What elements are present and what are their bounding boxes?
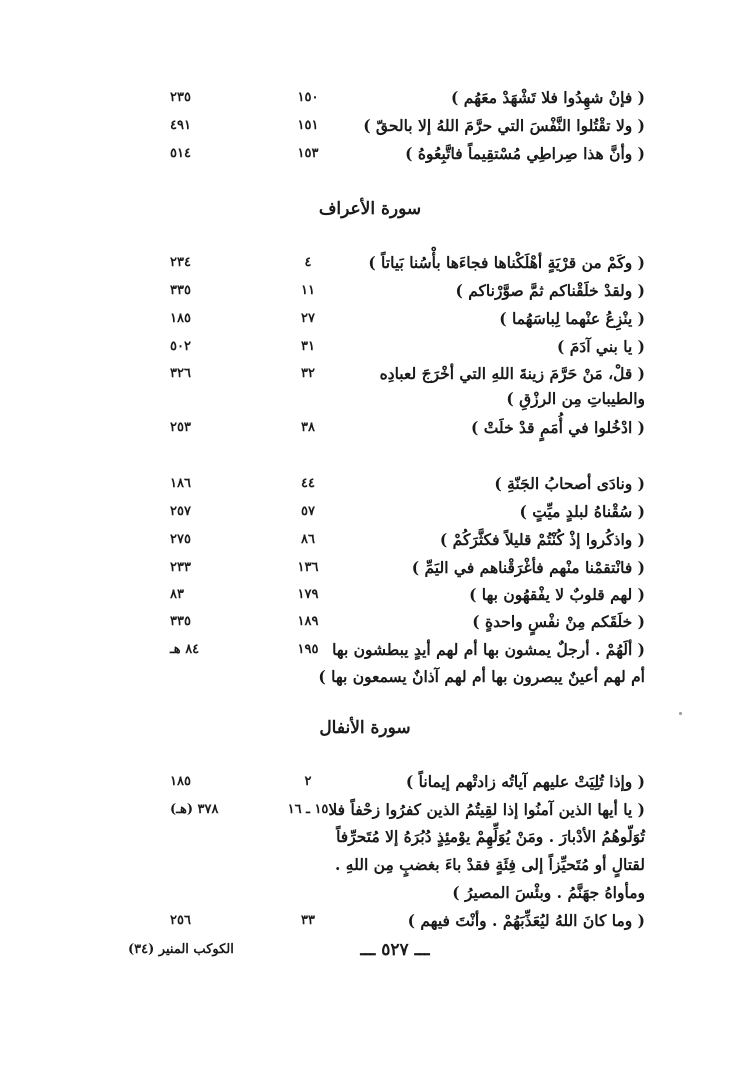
page-reference: ٣٢٦: [170, 366, 191, 381]
verse-text: ( فإنْ شهِدُوا فلا تَشْهَدْ معَهُم ): [451, 88, 645, 107]
ayah-number: ١٥٣: [297, 146, 319, 161]
page-reference: ١٨٥: [170, 311, 191, 326]
index-entry: [0, 556, 740, 580]
page-reference: ٥٠٢: [170, 339, 191, 354]
verse-text: ( قلْ، مَنْ حَرَّمَ زينةَ اللهِ التي أخْرَجَ لعبادِه: [379, 364, 645, 383]
book-title-footer: الكوكب المنير (٣٤): [128, 942, 234, 957]
page-reference: ٨٤ هـ: [170, 642, 200, 657]
ayah-number: ٢٧: [301, 311, 315, 326]
ayah-number: ٤: [304, 255, 312, 270]
verse-text-continuation: لقتالٍ أو مُتَحيِّزاً إلى فِئَةٍ فقدْ باءَ بغضبٍ مِن اللهِ .: [335, 855, 645, 874]
verse-text: ( وما كانَ اللهُ ليُعَذِّبَهُمْ . وأنْتَ فيهم ): [407, 911, 645, 930]
ayah-number: ٣٨: [301, 420, 315, 435]
verse-text-continuation: أم لهم أعينٌ يبصرون بها أم لهم آذانٌ يسمعون بها ): [318, 667, 645, 686]
verse-text: ( يا بني آدَمَ ): [556, 337, 645, 356]
ayah-number: ١٥١: [297, 118, 319, 133]
ayah-number: ١٣٦: [297, 560, 319, 575]
verse-text-continuation: والطيباتِ مِن الرزْقِ ): [506, 389, 645, 408]
verse-text: ( وكَمْ من قرْيَةٍ أهْلَكْناها فجاءَها بأْسُنا بَياتاً ): [368, 253, 645, 272]
page-reference: ٢٣٣: [170, 560, 191, 575]
page-reference: ٣٧٨ (هـ): [170, 802, 219, 817]
verse-text: ( ينْزِعُ عنْهما لِباسَهُما ): [499, 309, 645, 328]
page-reference: ٢٥٦: [170, 913, 191, 928]
index-entry: [0, 472, 740, 496]
index-entry: [0, 335, 740, 359]
index-entry: [0, 416, 740, 440]
page-reference: ٨٣: [170, 587, 184, 602]
verse-text-continuation: تُوَلّوهُمُ الأدْبارَ . ومَنْ يُوَلِّهِمْ يوْمئِذٍ دُبُرَهُ إلا مُتَحرِّفاً: [336, 827, 645, 846]
page-reference: ٥١٤: [170, 146, 191, 161]
index-entry: [0, 528, 740, 552]
index-entry: [0, 251, 740, 275]
verse-text: ( ألَهُمْ . أرجلٌ يمشون بها أم لهم أيدٍ يبطشون بها: [332, 640, 645, 659]
ayah-number: ٣٢: [301, 366, 315, 381]
index-entry: [0, 86, 740, 110]
index-entry: [0, 610, 740, 634]
index-entry: [0, 638, 740, 662]
index-entry: [0, 770, 740, 794]
verse-text: ( ادْخُلوا في أُمَمٍ قدْ خلَتْ ): [470, 418, 645, 437]
ayah-number: ١١: [301, 283, 315, 298]
scan-speck: [679, 712, 682, 715]
section-heading: سورة الأنفال: [319, 718, 411, 738]
page-reference: ٢٣٤: [170, 255, 191, 270]
section-heading: سورة الأعراف: [318, 199, 422, 219]
index-entry: [0, 909, 740, 933]
index-entry: [0, 500, 740, 524]
verse-text: ( فانْتقمْنا منْهم فأغْرَقْناهم في اليَمِّ ): [411, 558, 645, 577]
page-reference: ٢٧٥: [170, 532, 191, 547]
verse-text: ( خلَقَكم مِنْ نفْسٍ واحدةٍ ): [472, 612, 645, 631]
ayah-number: ١٥٠: [297, 90, 319, 105]
page-reference: ٢٣٥: [170, 90, 191, 105]
index-entry: [0, 307, 740, 331]
page-reference: ٤٩١: [170, 118, 191, 133]
verse-text: ( ونادَى أصحابُ الجَنّةِ ): [494, 474, 645, 493]
index-entry: [0, 583, 740, 607]
page-reference: ٣٣٥: [170, 283, 191, 298]
ayah-number: ١٩٥: [297, 642, 319, 657]
index-entry: [0, 362, 740, 386]
index-entry: [0, 114, 740, 138]
verse-text: ( وأنَّ هذا صِراطِي مُسْتقِيماً فاتَّبِعُوهُ ): [405, 144, 645, 163]
page-reference: ١٨٥: [170, 774, 191, 789]
ayah-number: ٢: [304, 774, 312, 789]
verse-text: ( وإذا تُلِيَتْ عليهم آياتُه زادتْهم إيماناً ): [405, 772, 645, 791]
ayah-number: ٤٤: [301, 476, 315, 491]
ayah-number: ١٧٩: [297, 587, 319, 602]
page-number: ـــ ٥٢٧ ـــ: [360, 940, 430, 960]
index-entry: [0, 142, 740, 166]
page-reference: ٢٥٧: [170, 504, 191, 519]
ayah-number: ١٨٩: [297, 614, 319, 629]
verse-text: ( يا أيها الذين آمنُوا إذا لقِيتُمُ الذين كفرُوا زحْفاً فلا: [328, 800, 645, 819]
verse-text: ( لهم قلوبٌ لا يفْقهُون بها ): [469, 585, 645, 604]
index-entry: [0, 279, 740, 303]
verse-text: ( سُقْناهُ لبلدٍ ميِّتٍ ): [519, 502, 645, 521]
verse-text: ( ولا تقْتُلوا النَّفْسَ التي حرَّمَ اللهُ إلا بالحقّ ): [363, 116, 645, 135]
ayah-number: ١٥ ـ ١٦: [287, 802, 329, 817]
ayah-number: ٥٧: [301, 504, 315, 519]
page-reference: ٢٥٣: [170, 420, 191, 435]
ayah-number: ٨٦: [301, 532, 315, 547]
verse-text-continuation: ومأواهُ جهَنَّمُ . وبئْسَ المصيرُ ): [452, 883, 645, 902]
page-reference: ١٨٦: [170, 476, 191, 491]
page-reference: ٣٣٥: [170, 614, 191, 629]
index-entry: [0, 798, 740, 822]
ayah-number: ٣٣: [301, 913, 315, 928]
verse-text: ( ولقدْ خلَقْناكم ثمَّ صوَّرْناكم ): [455, 281, 645, 300]
verse-text: ( واذكُروا إذْ كُنْتُمْ قليلاً فكثَّرَكُمْ ): [439, 530, 645, 549]
ayah-number: ٣١: [301, 339, 315, 354]
